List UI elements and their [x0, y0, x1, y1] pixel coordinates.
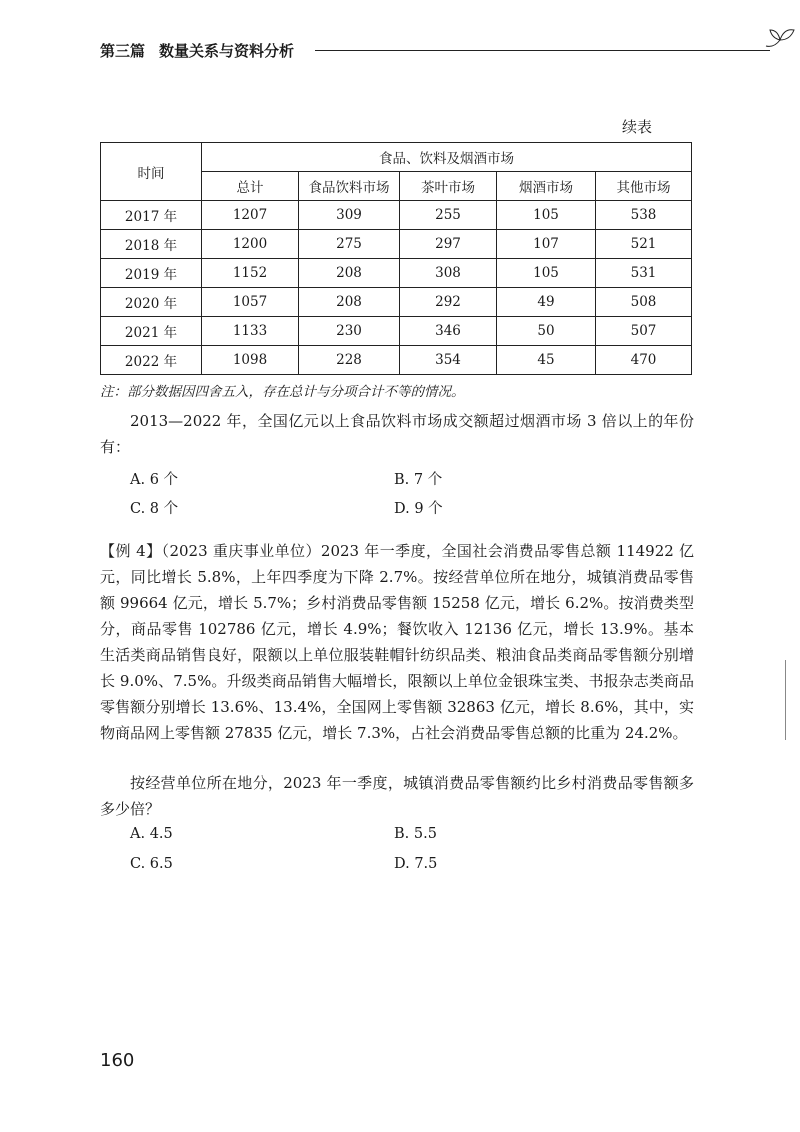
option-d: D. 7.5: [394, 856, 438, 872]
year-cell: 2019 年: [101, 259, 202, 288]
option-c: C. 6.5: [130, 856, 173, 872]
table-row: [101, 346, 692, 375]
value-cell: 1098: [202, 346, 299, 375]
value-cell: 538: [596, 201, 692, 230]
market-data-table: [100, 142, 692, 375]
value-cell: 208: [299, 259, 400, 288]
value-cell: 521: [596, 230, 692, 259]
year-cell: 2018 年: [101, 230, 202, 259]
question2-text: 按经营单位所在地分，2023 年一季度，城镇消费品零售额约比乡村消费品零售额多多少倍？: [100, 774, 694, 818]
value-cell: 230: [299, 317, 400, 346]
table-row: [101, 201, 692, 230]
scan-margin-line: [785, 660, 786, 740]
header-rule: [315, 50, 770, 51]
value-cell: 308: [400, 259, 497, 288]
value-cell: 208: [299, 288, 400, 317]
column-header: 食品饮料市场: [299, 172, 400, 201]
header-part: 第三篇: [100, 42, 146, 60]
year-cell: 2017 年: [101, 201, 202, 230]
column-header: 总计: [202, 172, 299, 201]
option-c: C. 8 个: [130, 501, 179, 517]
header-title: [100, 40, 308, 61]
value-cell: 105: [497, 259, 596, 288]
option-b: B. 5.5: [394, 826, 437, 842]
column-header: 茶叶市场: [400, 172, 497, 201]
table-row: [101, 317, 692, 346]
option-b: B. 7 个: [394, 472, 443, 488]
value-cell: 50: [497, 317, 596, 346]
time-header: 时间: [101, 143, 202, 201]
value-cell: 228: [299, 346, 400, 375]
column-header: 其他市场: [596, 172, 692, 201]
value-cell: 508: [596, 288, 692, 317]
value-cell: 297: [400, 230, 497, 259]
value-cell: 107: [497, 230, 596, 259]
option-a: A. 6 个: [130, 472, 179, 488]
page-number: 160: [100, 1050, 135, 1071]
value-cell: 1207: [202, 201, 299, 230]
value-cell: 470: [596, 346, 692, 375]
value-cell: 1133: [202, 317, 299, 346]
column-header: 烟酒市场: [497, 172, 596, 201]
value-cell: 1200: [202, 230, 299, 259]
option-a: A. 4.5: [130, 826, 173, 842]
year-cell: 2020 年: [101, 288, 202, 317]
value-cell: 292: [400, 288, 497, 317]
value-cell: 275: [299, 230, 400, 259]
value-cell: 531: [596, 259, 692, 288]
value-cell: 346: [400, 317, 497, 346]
value-cell: 105: [497, 201, 596, 230]
table-row: [101, 288, 692, 317]
value-cell: 1057: [202, 288, 299, 317]
question1-text: 2013—2022 年，全国亿元以上食品饮料市场成交额超过烟酒市场 3 倍以上的年份有：: [100, 412, 694, 456]
header-chapter-title: 数量关系与资料分析: [159, 42, 295, 60]
table-note: 注：部分数据因四舍五入，存在总计与分项合计不等的情况。: [100, 384, 465, 400]
value-cell: 309: [299, 201, 400, 230]
page-header: [100, 36, 700, 64]
continued-table-label: 续表: [622, 118, 653, 136]
example4-text: 【例 4】（2023 重庆事业单位）2023 年一季度，全国社会消费品零售总额 114922 亿元，同比增长 5.8%，上年四季度为下降 2.7%。按经营单位所在地分，城镇消费品零售额 99664 亿元，增长 5.7%；乡村消费品零售额 15258 亿元，增长 6.2%。按消费类型分，商品零售 102786 亿元，增长 4.9%；餐饮收入 12136 亿元，增长 13.9%。基本生活类商品销售良好，限额以上单位服装鞋帽针纺织品类、粮油食品类商品零售额分别增长 9.0%、7.5%。升级类商品销售大幅增长，限额以上单位金银珠宝类、书报杂志类商品零售额分别增长 13.6%、13.4%，全国网上零售额 32863 亿元，增长 8.6%，其中，实物商品网上零售额 27835 亿元，增长 7.3%，占社会消费品零售总额的比重为 24.2%。: [100, 542, 694, 742]
value-cell: 45: [497, 346, 596, 375]
value-cell: 255: [400, 201, 497, 230]
table-row: [101, 259, 692, 288]
year-cell: 2022 年: [101, 346, 202, 375]
value-cell: 49: [497, 288, 596, 317]
value-cell: 507: [596, 317, 692, 346]
table-row: [101, 230, 692, 259]
option-d: D. 9 个: [394, 501, 443, 517]
year-cell: 2021 年: [101, 317, 202, 346]
leaf-icon: [764, 26, 796, 54]
group-header: 食品、饮料及烟酒市场: [202, 143, 692, 172]
value-cell: 1152: [202, 259, 299, 288]
value-cell: 354: [400, 346, 497, 375]
